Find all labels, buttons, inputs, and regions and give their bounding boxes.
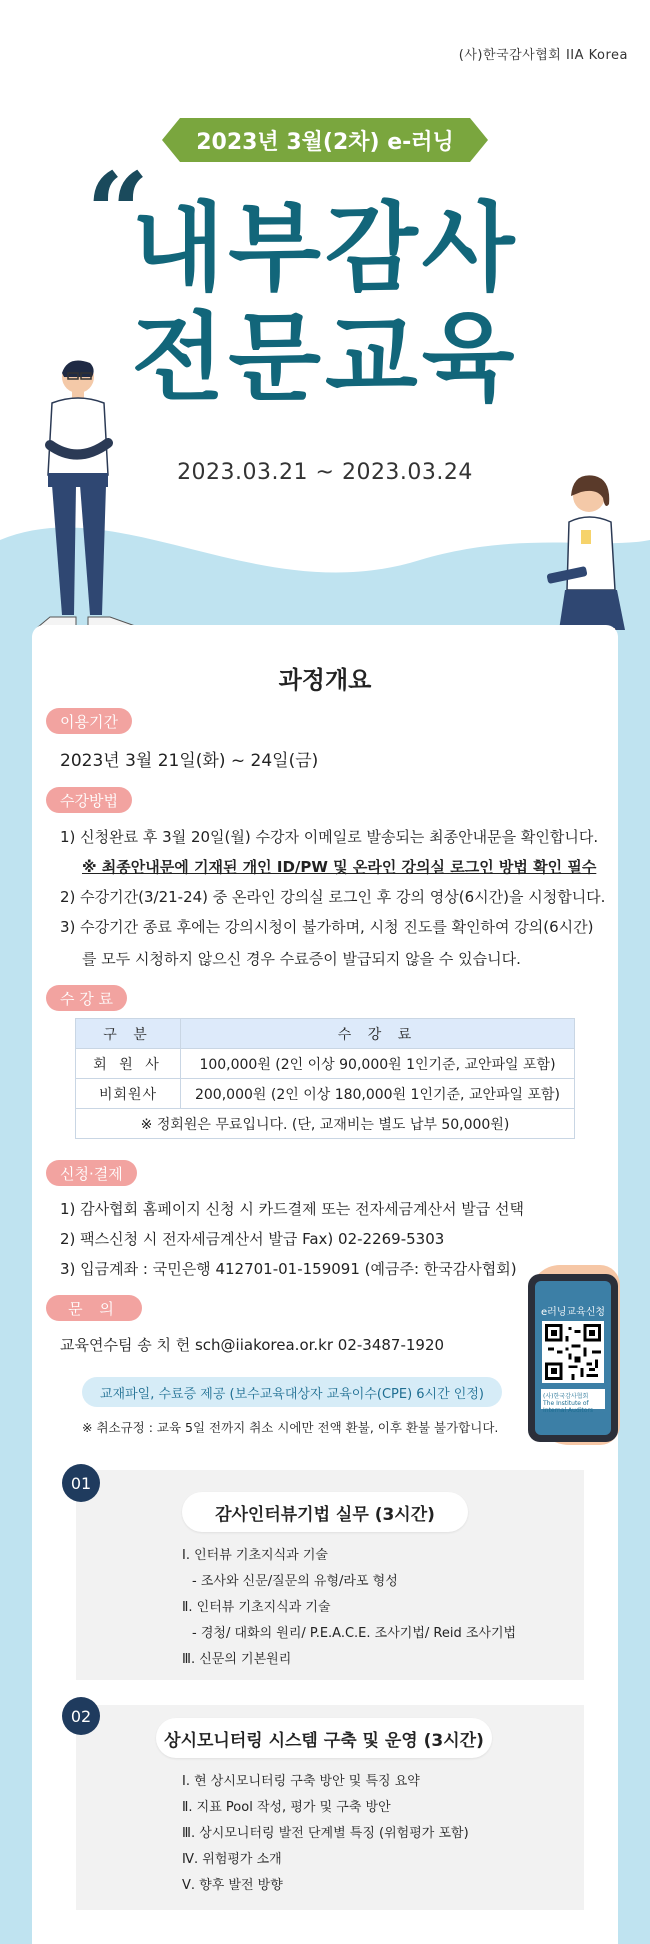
course-period: 2023.03.21 ~ 2023.03.24 (177, 460, 473, 485)
fee-table (75, 1018, 575, 1139)
page-title-line2: 전문교육 (131, 302, 519, 414)
module-02-item: Ⅱ. 지표 Pool 작성, 평가 및 구축 방안 (182, 1800, 391, 1815)
module-01-item: Ⅲ. 신문의 기본원리 (182, 1652, 292, 1667)
method-line-4: 3) 수강기간 종료 후에는 강의시청이 불가하며, 시청 진도를 확인하여 강의(6시간) (60, 918, 594, 936)
module-02-number: 02 (62, 1697, 100, 1735)
usage-period-label: 이용기간 (46, 708, 132, 734)
payment-line-1: 1) 감사협회 홈페이지 신청 시 카드결제 또는 전자세금계산서 발급 선택 (60, 1200, 525, 1218)
module-01-item: - 경청/ 대화의 원리/ P.E.A.C.E. 조사기법/ Reid 조사기법 (192, 1626, 517, 1641)
fee-header-price: 수 강 료 (181, 1019, 575, 1049)
org-name: (사)한국감사협회 IIA Korea (458, 48, 628, 63)
method-line-5: 를 모두 시청하지 않으신 경우 수료증이 발급되지 않을 수 있습니다. (82, 950, 521, 968)
module-01-item: - 조사와 신문/질문의 유형/라포 형성 (192, 1574, 398, 1589)
table-row (76, 1049, 575, 1079)
phone-label: e러닝교육신청 (540, 1307, 606, 1318)
payment-line-3: 3) 입금계좌 : 국민은행 412701-01-159091 (예금주: 한국감사협회) (60, 1260, 517, 1278)
module-02-item: Ⅲ. 상시모니터링 발전 단계별 특징 (위험평가 포함) (182, 1826, 469, 1841)
module-01-title: 감사인터뷰기법 실무 (3시간) (182, 1492, 468, 1532)
module-01-item: Ⅱ. 인터뷰 기초지식과 기술 (182, 1600, 331, 1615)
method-label: 수강방법 (46, 787, 132, 813)
module-02-item: Ⅰ. 현 상시모니터링 구축 방안 및 특징 요약 (182, 1774, 420, 1789)
method-line-1: 1) 신청완료 후 3월 20일(월) 수강자 이메일로 발송되는 최종안내문을 확인합니다. (60, 828, 599, 846)
fee-kind: 비회원사 (76, 1079, 181, 1109)
table-row (76, 1079, 575, 1109)
contact-value: 교육연수팀 송 치 헌 sch@iiakorea.or.kr 02-3487-1920 (60, 1336, 445, 1354)
module-01-number: 01 (62, 1464, 100, 1502)
module-01-item: Ⅰ. 인터뷰 기초지식과 기술 (182, 1548, 328, 1563)
module-02-title: 상시모니터링 시스템 구축 및 운영 (3시간) (156, 1718, 492, 1758)
method-line-2: ※ 최종안내문에 기재된 개인 ID/PW 및 온라인 강의실 로그인 방법 확인 필수 (82, 858, 597, 876)
man-illustration (28, 355, 148, 630)
qr-code-icon[interactable] (542, 1321, 604, 1383)
phone-brand-name: (사)한국감사협회 (543, 1393, 589, 1400)
payment-line-2: 2) 팩스신청 시 전자세금계산서 발급 Fax) 02-2269-5303 (60, 1230, 445, 1248)
fee-price: 100,000원 (2인 이상 90,000원 1인기준, 교안파일 포함) (181, 1049, 575, 1079)
usage-period-value: 2023년 3월 21일(화) ~ 24일(금) (60, 751, 319, 771)
module-02-item: Ⅴ. 향후 발전 방향 (182, 1878, 283, 1893)
page-title-line1: 내부감사 (131, 192, 519, 304)
contact-label: 문 의 (46, 1295, 142, 1321)
fee-note: ※ 정회원은 무료입니다. (단, 교재비는 별도 납부 50,000원) (76, 1109, 575, 1139)
materials-notice: 교재파일, 수료증 제공 (보수교육대상자 교육이수(CPE) 6시간 인정) (82, 1377, 502, 1407)
module-02-item: Ⅳ. 위험평가 소개 (182, 1852, 282, 1867)
quote-mark: “ (86, 148, 150, 277)
payment-label: 신청·결제 (46, 1160, 137, 1186)
phone-brand (541, 1389, 605, 1414)
phone-illustration (528, 1274, 618, 1442)
fee-header-kind: 구 분 (76, 1019, 181, 1049)
phone-screen (535, 1281, 611, 1435)
edition-banner: 2023년 3월(2차) e-러닝 (180, 118, 470, 162)
overview-heading: 과정개요 (278, 665, 372, 694)
fee-kind: 회 원 사 (76, 1049, 181, 1079)
phone-brand-sub: The Institute of Internal Auditors (543, 1400, 594, 1414)
table-row (76, 1109, 575, 1139)
fee-price: 200,000원 (2인 이상 180,000원 1인기준, 교안파일 포함) (181, 1079, 575, 1109)
method-line-3: 2) 수강기간(3/21-24) 중 온라인 강의실 로그인 후 강의 영상(6시간)을 시청합니다. (60, 888, 606, 906)
fee-label: 수 강 료 (46, 985, 127, 1011)
cancel-policy: ※ 취소규정 : 교육 5일 전까지 취소 시에만 전액 환불, 이후 환불 불가합니다. (82, 1420, 499, 1435)
